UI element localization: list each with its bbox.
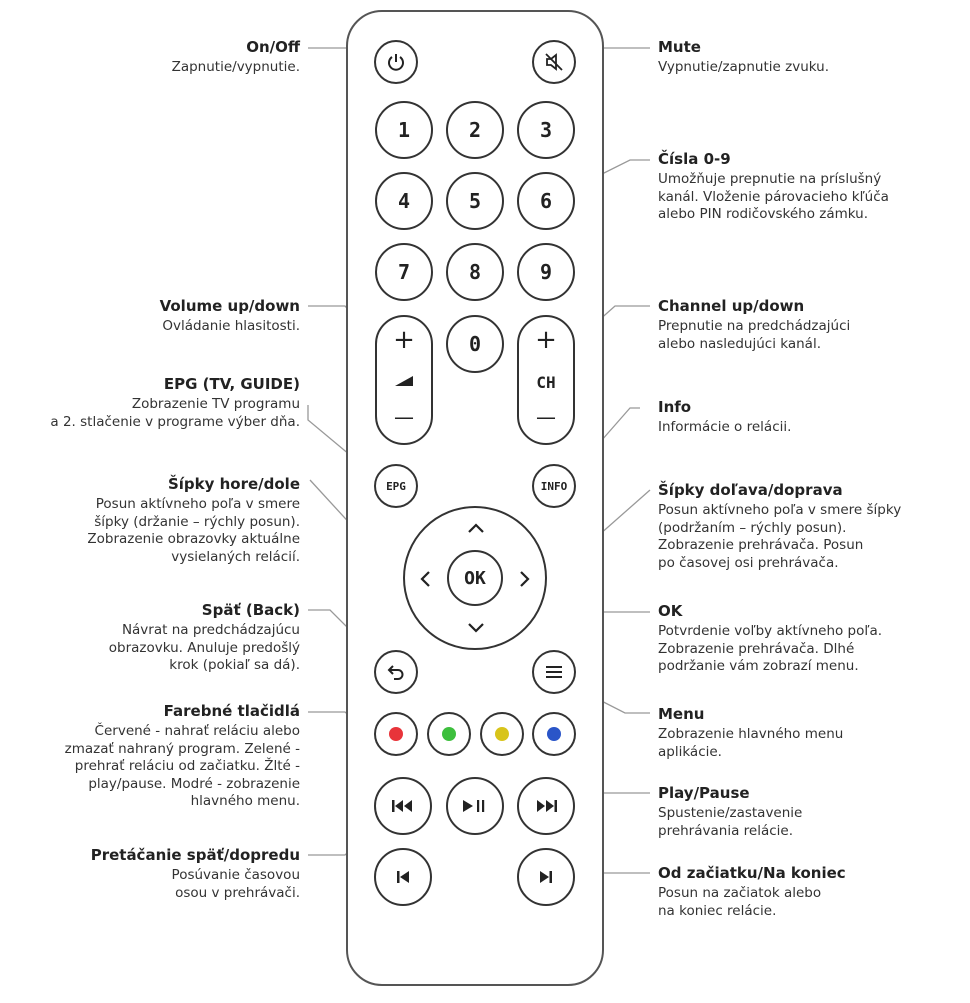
annotation-desc: Červené - nahrať reláciu alebo zmazať nahraný program. Zelené - prehrať reláciu od začiatku. Žlté - play/pause. Modré - zobrazenie hlavného menu. [64, 723, 300, 809]
arrow-down-icon[interactable] [467, 622, 485, 634]
annotation-title: Channel up/down [658, 297, 805, 315]
channel-rocker[interactable] [517, 315, 575, 445]
annotation-mute [658, 38, 829, 77]
green-button[interactable] [427, 712, 471, 756]
annotation-title: On/Off [246, 38, 300, 56]
back-arrow-icon [386, 663, 406, 681]
digit-3-button[interactable]: 3 [517, 101, 575, 159]
annotation-title: Šípky hore/dole [167, 475, 300, 493]
skip-start-button[interactable] [374, 848, 432, 906]
ok-button[interactable]: OK [447, 550, 503, 606]
digit-1-button[interactable]: 1 [375, 101, 433, 159]
skip-to-end-icon [539, 870, 553, 884]
annotation-desc: Posúvanie časovou osou v prehrávači. [171, 867, 300, 901]
annotation-channel [658, 297, 850, 353]
digit-5-button[interactable]: 5 [446, 172, 504, 230]
digit-4-button[interactable]: 4 [375, 172, 433, 230]
annotation-title: Volume up/down [159, 297, 300, 315]
epg-button[interactable]: EPG [374, 464, 418, 508]
annotation-info [658, 398, 791, 437]
annotation-desc: Zobrazenie hlavného menu aplikácie. [658, 726, 844, 760]
annotation-title: Play/Pause [658, 784, 750, 802]
annotation-desc: Zapnutie/vypnutie. [171, 59, 300, 75]
annotation-title: Späť (Back) [201, 601, 300, 619]
volume-up[interactable]: + [393, 325, 415, 355]
annotation-rewind [91, 846, 300, 902]
annotation-onoff [172, 38, 300, 77]
annotation-title: Info [658, 398, 692, 416]
annotation-title: Pretáčanie späť/dopredu [90, 846, 300, 864]
mute-button[interactable] [532, 40, 576, 84]
annotation-startend [658, 864, 846, 920]
skip-end-button[interactable] [517, 848, 575, 906]
annotation-numbers [658, 150, 889, 224]
yellow-dot [495, 727, 509, 741]
red-button[interactable] [374, 712, 418, 756]
annotation-title: EPG (TV, GUIDE) [163, 375, 300, 393]
annotation-title: OK [658, 602, 683, 620]
back-button[interactable] [374, 650, 418, 694]
annotation-title: Menu [658, 705, 705, 723]
annotation-epg [50, 375, 300, 431]
power-icon [386, 52, 406, 72]
annotation-desc: Návrat na predchádzajúcu obrazovku. Anuluje predošlý krok (pokiaľ sa dá). [108, 622, 300, 673]
annotation-desc: Umožňuje prepnutie na príslušný kanál. Vloženie párovacieho kľúča alebo PIN rodičovského zámku. [658, 171, 889, 222]
annotation-title: Čísla 0-9 [658, 150, 731, 168]
digit-6-button[interactable]: 6 [517, 172, 575, 230]
digit-9-button[interactable]: 9 [517, 243, 575, 301]
arrow-up-icon[interactable] [467, 522, 485, 534]
yellow-button[interactable] [480, 712, 524, 756]
annotation-desc: Posun aktívneho poľa v smere šípky (držanie – rýchly posun). Zobrazenie obrazovky aktuálne vysielaných relácií. [87, 496, 300, 565]
annotation-volume [160, 297, 300, 336]
annotation-updown [87, 475, 300, 566]
volume-ramp-icon [377, 373, 431, 392]
digit-7-button[interactable]: 7 [375, 243, 433, 301]
annotation-desc: Ovládanie hlasitosti. [162, 318, 300, 334]
digit-0-button[interactable]: 0 [446, 315, 504, 373]
play-pause-icon [462, 799, 488, 813]
rewind-button[interactable] [374, 777, 432, 835]
annotation-leftright [658, 481, 901, 572]
annotation-desc: Vypnutie/zapnutie zvuku. [658, 59, 830, 75]
fast-forward-icon [534, 799, 558, 813]
annotation-colors [65, 702, 300, 811]
blue-button[interactable] [532, 712, 576, 756]
volume-down[interactable]: — [394, 405, 414, 429]
info-button[interactable]: INFO [532, 464, 576, 508]
arrow-right-icon[interactable] [519, 570, 531, 588]
annotation-desc: Zobrazenie TV programu a 2. stlačenie v programe výber dňa. [50, 396, 300, 430]
red-dot [389, 727, 403, 741]
volume-rocker[interactable] [375, 315, 433, 445]
rewind-icon [391, 799, 415, 813]
annotation-desc: Potvrdenie voľby aktívneho poľa. Zobrazenie prehrávača. Dlhé podržanie vám zobrazí menu. [658, 623, 883, 674]
green-dot [442, 727, 456, 741]
annotation-title: Mute [658, 38, 701, 56]
annotation-back [109, 601, 300, 675]
digit-2-button[interactable]: 2 [446, 101, 504, 159]
annotation-desc: Spustenie/zastavenie prehrávania relácie. [658, 805, 803, 839]
channel-up[interactable]: + [535, 325, 557, 355]
annotation-title: Od začiatku/Na koniec [658, 864, 846, 882]
mute-icon [544, 52, 564, 72]
fast-forward-button[interactable] [517, 777, 575, 835]
annotation-ok [658, 602, 882, 676]
digit-8-button[interactable]: 8 [446, 243, 504, 301]
annotation-menu [658, 705, 843, 761]
skip-to-start-icon [396, 870, 410, 884]
channel-down[interactable]: — [536, 405, 556, 429]
menu-button[interactable] [532, 650, 576, 694]
blue-dot [547, 727, 561, 741]
annotation-desc: Informácie o relácii. [658, 419, 792, 435]
annotation-playpause [658, 784, 802, 840]
power-button[interactable] [374, 40, 418, 84]
annotation-title: Šípky doľava/doprava [658, 481, 843, 499]
arrow-left-icon[interactable] [419, 570, 431, 588]
annotation-title: Farebné tlačidlá [163, 702, 300, 720]
annotation-desc: Posun na začiatok alebo na koniec relácie. [658, 885, 822, 919]
hamburger-menu-icon [545, 665, 563, 679]
annotation-desc: Prepnutie na predchádzajúci alebo nasledujúci kanál. [658, 318, 851, 352]
annotation-desc: Posun aktívneho poľa v smere šípky (podržaním – rýchly posun). Zobrazenie prehrávača. Posun po časovej osi prehrávača. [658, 502, 902, 571]
play-pause-button[interactable] [446, 777, 504, 835]
channel-label: CH [536, 373, 556, 392]
